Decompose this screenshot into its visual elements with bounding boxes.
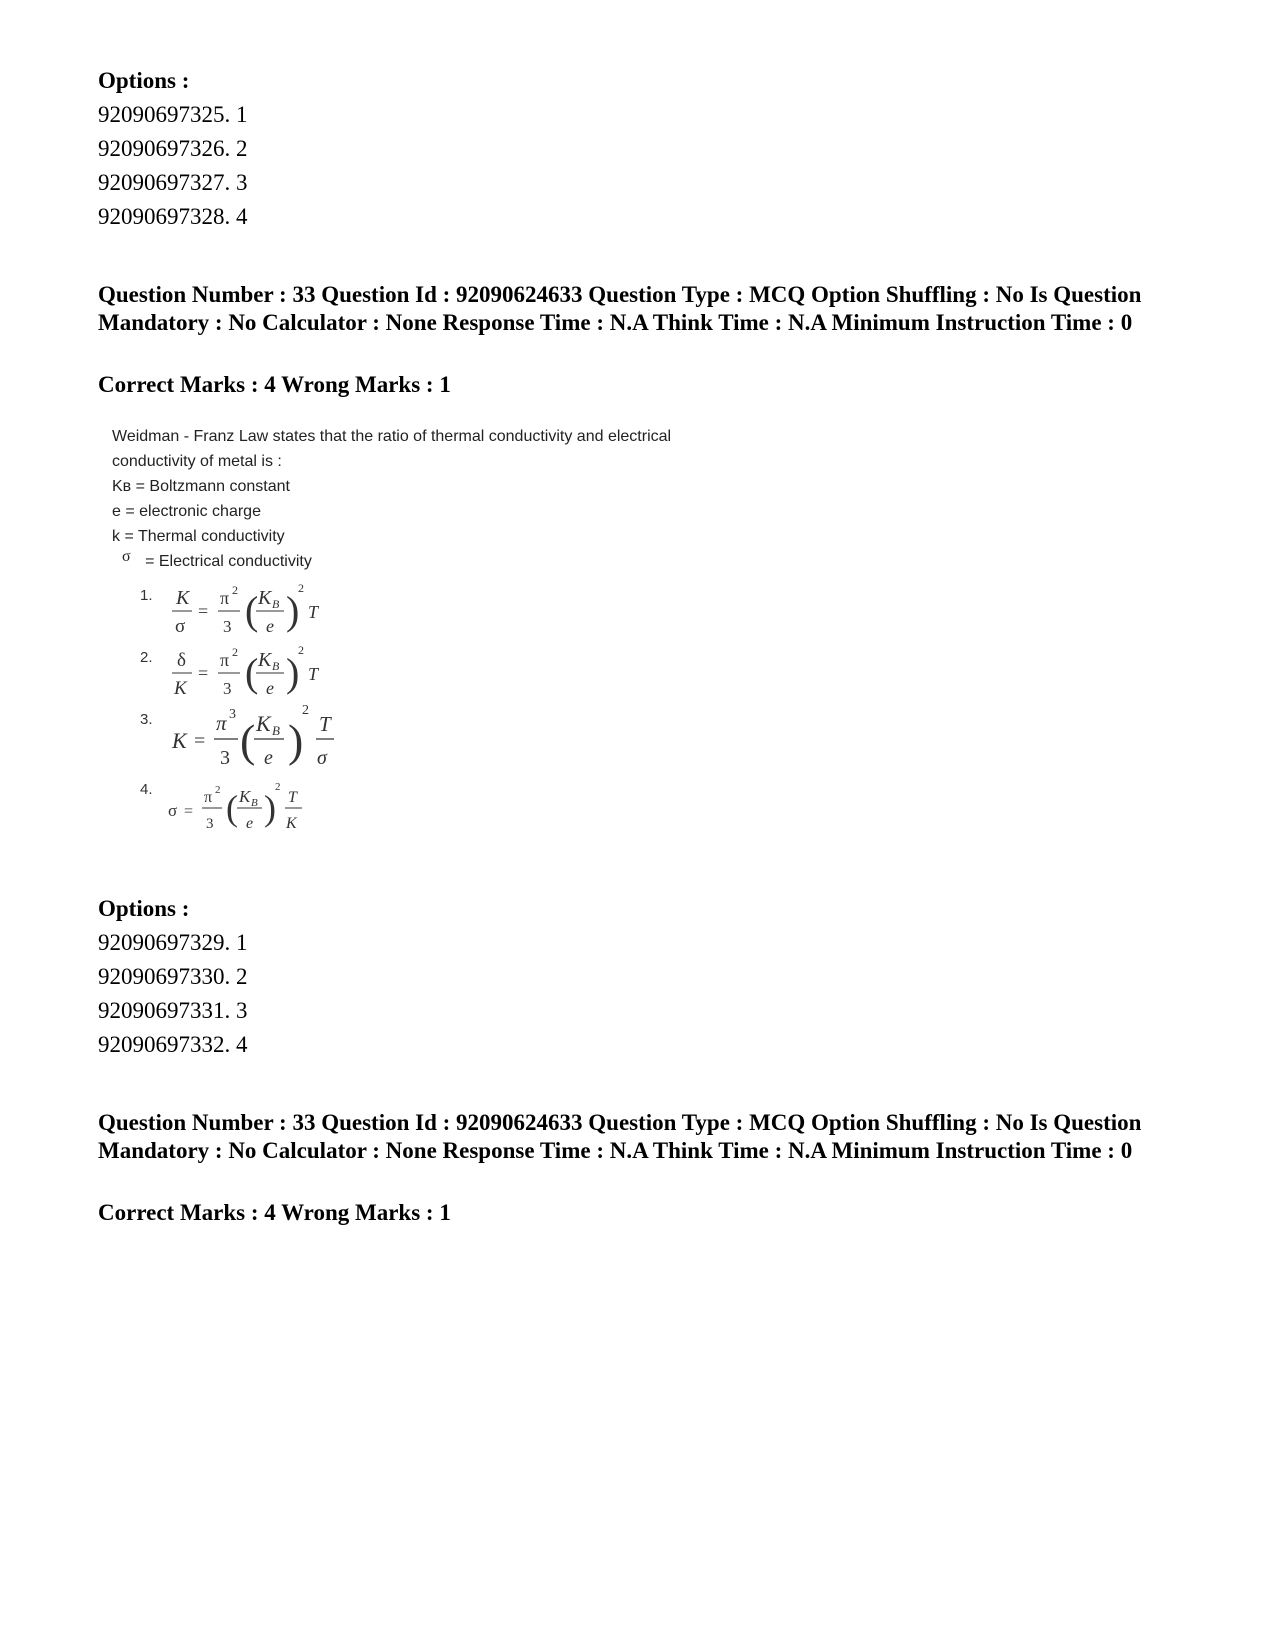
sigma-symbol: σ bbox=[122, 548, 131, 565]
svg-text:σ: σ bbox=[175, 616, 186, 637]
svg-text:T: T bbox=[308, 664, 319, 684]
formula-choices bbox=[112, 580, 752, 860]
svg-text:(: ( bbox=[240, 715, 256, 766]
sigma-definition-text: = Electrical conductivity bbox=[145, 553, 312, 570]
question-meta: Question Number : 33 Question Id : 92090624633 Question Type : MCQ Option Shuffling : No Is Question Mandatory : No Calculator : None Response Time : N.A Think Time : N.A Minimum Instruction Time : 0 bbox=[98, 282, 1142, 335]
svg-text:=: = bbox=[194, 730, 206, 752]
svg-text:2: 2 bbox=[298, 581, 304, 595]
options-heading: Options : bbox=[98, 896, 190, 921]
svg-text:π: π bbox=[216, 711, 227, 735]
formula-choice-3 bbox=[140, 703, 334, 769]
svg-text:B: B bbox=[272, 723, 280, 738]
svg-text:B: B bbox=[272, 659, 280, 673]
svg-text:3: 3 bbox=[206, 816, 214, 832]
svg-text:e: e bbox=[264, 747, 273, 769]
question-marks: Correct Marks : 4 Wrong Marks : 1 bbox=[98, 372, 451, 397]
formula-choice-2 bbox=[140, 643, 320, 699]
svg-text:e: e bbox=[246, 815, 254, 832]
svg-text:K: K bbox=[239, 787, 251, 806]
svg-text:e: e bbox=[266, 678, 274, 698]
choice-label: 2. bbox=[140, 649, 153, 666]
option-item: 92090697328. 4 bbox=[98, 204, 248, 229]
svg-text:): ) bbox=[264, 788, 276, 828]
svg-text:δ: δ bbox=[177, 650, 186, 671]
svg-text:σ: σ bbox=[317, 747, 327, 769]
question-text-line: e = electronic charge bbox=[112, 503, 261, 520]
question-text-line: k = Thermal conductivity bbox=[112, 528, 285, 545]
svg-text:B: B bbox=[251, 797, 258, 809]
option-item: 92090697330. 2 bbox=[98, 964, 248, 989]
svg-text:K: K bbox=[286, 815, 297, 832]
svg-text:3: 3 bbox=[229, 707, 236, 722]
question-marks: Correct Marks : 4 Wrong Marks : 1 bbox=[98, 1200, 451, 1225]
choice-label: 3. bbox=[140, 711, 153, 728]
svg-text:K: K bbox=[172, 728, 187, 753]
option-item: 92090697327. 3 bbox=[98, 170, 248, 195]
options-block-1 bbox=[98, 64, 1178, 234]
formula-choice-1 bbox=[140, 581, 320, 637]
options-block-2 bbox=[98, 892, 1178, 1062]
svg-text:3: 3 bbox=[220, 747, 230, 769]
svg-text:(: ( bbox=[245, 588, 259, 633]
question-text-line: conductivity of metal is : bbox=[112, 453, 282, 470]
svg-text:π: π bbox=[220, 588, 230, 608]
choice-label: 1. bbox=[140, 587, 153, 604]
svg-text:2: 2 bbox=[275, 781, 281, 793]
svg-text:(: ( bbox=[245, 650, 259, 695]
question-meta: Question Number : 33 Question Id : 92090624633 Question Type : MCQ Option Shuffling : No Is Question Mandatory : No Calculator : None Response Time : N.A Think Time : N.A Minimum Instruction Time : 0 bbox=[98, 1110, 1142, 1163]
option-item: 92090697325. 1 bbox=[98, 102, 248, 127]
svg-text:K: K bbox=[176, 587, 190, 609]
svg-text:π: π bbox=[220, 650, 230, 670]
svg-text:e: e bbox=[266, 616, 274, 636]
svg-text:): ) bbox=[288, 715, 304, 766]
svg-text:T: T bbox=[319, 712, 331, 736]
question-image bbox=[112, 424, 752, 864]
question-text-line: Weidman - Franz Law states that the ratio of thermal conductivity and electrical bbox=[112, 428, 672, 445]
svg-text:2: 2 bbox=[232, 583, 238, 597]
svg-text:2: 2 bbox=[215, 784, 221, 796]
option-item: 92090697329. 1 bbox=[98, 930, 248, 955]
svg-text:2: 2 bbox=[302, 703, 309, 718]
svg-text:(: ( bbox=[226, 788, 238, 828]
svg-text:K: K bbox=[256, 711, 271, 736]
svg-text:=: = bbox=[198, 663, 209, 683]
sigma-definition bbox=[112, 549, 752, 574]
svg-text:σ: σ bbox=[168, 801, 178, 820]
svg-text:): ) bbox=[286, 650, 300, 695]
svg-text:π: π bbox=[204, 789, 213, 806]
formula-choice-4 bbox=[140, 781, 302, 832]
svg-text:T: T bbox=[288, 789, 297, 806]
svg-text:2: 2 bbox=[298, 643, 304, 657]
svg-text:): ) bbox=[286, 588, 300, 633]
svg-text:2: 2 bbox=[232, 645, 238, 659]
svg-text:K: K bbox=[258, 649, 272, 671]
question-text-line: Kʙ = Boltzmann constant bbox=[112, 478, 290, 495]
svg-text:=: = bbox=[184, 803, 194, 820]
svg-text:T: T bbox=[308, 602, 319, 622]
options-heading: Options : bbox=[98, 68, 190, 93]
svg-text:B: B bbox=[272, 597, 280, 611]
svg-text:=: = bbox=[198, 601, 209, 621]
option-item: 92090697326. 2 bbox=[98, 136, 248, 161]
svg-text:3: 3 bbox=[223, 679, 232, 698]
option-item: 92090697332. 4 bbox=[98, 1032, 248, 1057]
choice-label: 4. bbox=[140, 781, 153, 798]
svg-text:K: K bbox=[174, 678, 187, 699]
svg-text:K: K bbox=[258, 587, 272, 609]
svg-text:3: 3 bbox=[223, 617, 232, 636]
option-item: 92090697331. 3 bbox=[98, 998, 248, 1023]
